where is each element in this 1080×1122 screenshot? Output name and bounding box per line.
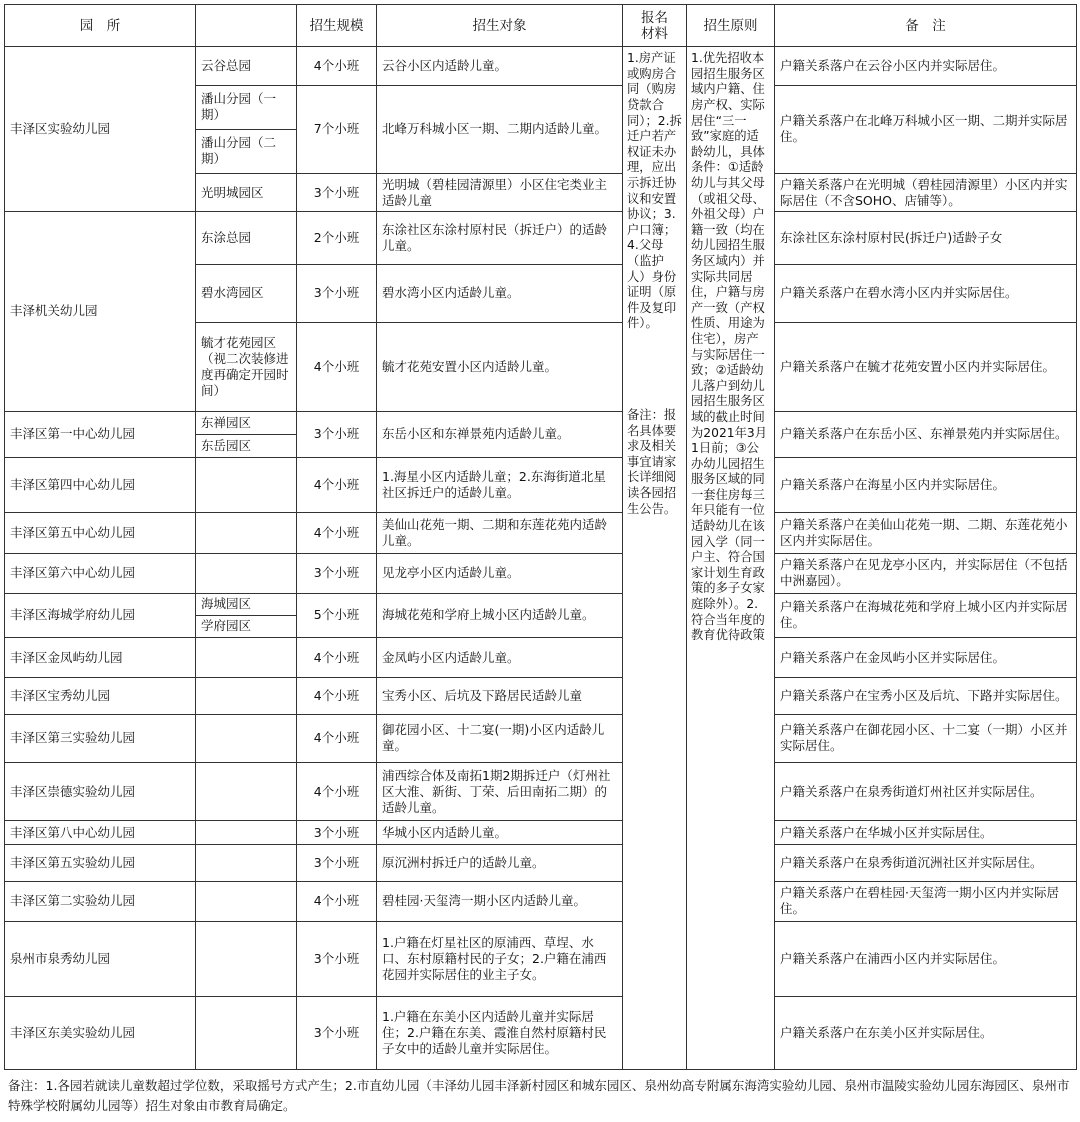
table-row — [5, 47, 1077, 85]
header-remark: 备 注 — [775, 5, 1077, 47]
class-scale: 7个小班 — [297, 85, 377, 174]
table-row — [5, 714, 1077, 762]
remark: 户籍关系落户在泉秀街道沉洲社区并实际居住。 — [775, 845, 1077, 881]
enrollment-target: 东涂社区东涂村原村民（拆迁户）的适龄儿童。 — [377, 212, 623, 264]
school-name: 丰泽区第三实验幼儿园 — [5, 714, 196, 762]
table-row — [5, 513, 1077, 553]
class-scale: 3个小班 — [297, 821, 377, 845]
remark: 户籍关系落户在宝秀小区及后坑、下路并实际居住。 — [775, 678, 1077, 714]
enrollment-target: 金凤屿小区内适龄儿童。 — [377, 638, 623, 678]
header-target: 招生对象 — [377, 5, 623, 47]
school-name: 丰泽区海城学府幼儿园 — [5, 593, 196, 637]
remark: 户籍关系落户在华城小区并实际居住。 — [775, 821, 1077, 845]
school-name: 泉州市泉秀幼儿园 — [5, 921, 196, 996]
branch-name — [196, 997, 297, 1070]
enrollment-target: 海城花苑和学府上城小区内适龄儿童。 — [377, 593, 623, 637]
footnote: 备注：1.各园若就读儿童数超过学位数，采取摇号方式产生；2.市直幼儿园（丰泽幼儿园丰泽新村园区和城东园区、泉州幼高专附属东海湾实验幼儿园、泉州市温陵实验幼儿园东海园区、泉州市特殊学校附属幼儿园等）招生对象由市教育局确定。 — [8, 1078, 1070, 1113]
enrollment-target: 见龙亭小区内适龄儿童。 — [377, 553, 623, 593]
materials-text: 1.房产证或购房合同（购房贷款合同）；2.拆迁户若产权证未办理，应出示拆迁协议和安置协议；3.户口簿；4.父母（监护人）身份证明（原件及复印件）。 — [627, 51, 682, 331]
header-row — [5, 5, 1077, 47]
class-scale: 4个小班 — [297, 638, 377, 678]
branch-name — [196, 638, 297, 678]
table-row — [5, 762, 1077, 820]
remark: 东涂社区东涂村原村民(拆迁户)适龄子女 — [775, 212, 1077, 264]
class-scale: 3个小班 — [297, 264, 377, 322]
remark: 户籍关系落户在东岳小区、东禅景苑内并实际居住。 — [775, 411, 1077, 457]
enrollment-target: 碧水湾小区内适龄儿童。 — [377, 264, 623, 322]
school-name: 丰泽区金凤屿幼儿园 — [5, 638, 196, 678]
school-name: 丰泽区第八中心幼儿园 — [5, 821, 196, 845]
class-scale: 4个小班 — [297, 714, 377, 762]
enrollment-target: 云谷小区内适龄儿童。 — [377, 47, 623, 85]
table-row — [5, 678, 1077, 714]
branch-name — [196, 881, 297, 921]
table-row — [5, 457, 1077, 512]
remark: 户籍关系落户在碧水湾小区内并实际居住。 — [775, 264, 1077, 322]
remark: 户籍关系落户在美仙山花苑一期、二期、东莲花苑小区内并实际居住。 — [775, 513, 1077, 553]
branch-name: 东涂总园 — [196, 212, 297, 264]
branch-name: 东岳园区 — [196, 434, 297, 457]
table-row — [5, 821, 1077, 845]
class-scale: 3个小班 — [297, 174, 377, 212]
school-name: 丰泽区第五中心幼儿园 — [5, 513, 196, 553]
branch-name: 潘山分园（一期） — [196, 85, 297, 129]
class-scale: 4个小班 — [297, 457, 377, 512]
remark: 户籍关系落户在浦西小区内并实际居住。 — [775, 921, 1077, 996]
table-row — [5, 997, 1077, 1070]
class-scale: 3个小班 — [297, 845, 377, 881]
remark: 户籍关系落户在碧桂园·天玺湾一期小区内并实际居住。 — [775, 881, 1077, 921]
branch-name — [196, 553, 297, 593]
class-scale: 4个小班 — [297, 678, 377, 714]
class-scale: 3个小班 — [297, 553, 377, 593]
class-scale: 4个小班 — [297, 762, 377, 820]
table-row — [5, 638, 1077, 678]
branch-name: 东禅园区 — [196, 411, 297, 434]
branch-name — [196, 845, 297, 881]
table-row — [5, 921, 1077, 996]
school-name: 丰泽区东美实验幼儿园 — [5, 997, 196, 1070]
enrollment-target: 1.海星小区内适龄儿童；2.东海街道北星社区拆迁户的适龄儿童。 — [377, 457, 623, 512]
header-principle: 招生原则 — [687, 5, 775, 47]
remark: 户籍关系落户在泉秀街道灯州社区并实际居住。 — [775, 762, 1077, 820]
enrollment-target: 浦西综合体及南拓1期2期拆迁户（灯州社区大淮、新街、丁荣、后田南拓二期）的适龄儿童。 — [377, 762, 623, 820]
school-name: 丰泽区实验幼儿园 — [5, 47, 196, 212]
school-name: 丰泽区第二实验幼儿园 — [5, 881, 196, 921]
table-row — [5, 881, 1077, 921]
enrollment-target: 碧桂园·天玺湾一期小区内适龄儿童。 — [377, 881, 623, 921]
enrollment-target: 原沉洲村拆迁户的适龄儿童。 — [377, 845, 623, 881]
branch-name: 光明城园区 — [196, 174, 297, 212]
school-name: 丰泽区第一中心幼儿园 — [5, 411, 196, 457]
branch-name: 云谷总园 — [196, 47, 297, 85]
remark: 户籍关系落户在御花园小区、十二宴（一期）小区并实际居住。 — [775, 714, 1077, 762]
table-row — [5, 593, 1077, 615]
branch-name: 毓才花苑园区（视二次装修进度再确定开园时间） — [196, 323, 297, 412]
table-row — [5, 411, 1077, 434]
school-name: 丰泽区第五实验幼儿园 — [5, 845, 196, 881]
branch-name — [196, 762, 297, 820]
enrollment-target: 毓才花苑安置小区内适龄儿童。 — [377, 323, 623, 412]
materials-note: 备注：报名具体要求及相关事宜请家长详细阅读各园招生公告。 — [627, 407, 677, 516]
class-scale: 4个小班 — [297, 513, 377, 553]
remark: 户籍关系落户在东美小区并实际居住。 — [775, 997, 1077, 1070]
class-scale: 4个小班 — [297, 47, 377, 85]
materials-cell — [623, 47, 687, 1070]
enrollment-target: 1.户籍在灯星社区的原浦西、草埕、水口、东村原籍村民的子女；2.户籍在浦西花园并实际居住的业主子女。 — [377, 921, 623, 996]
branch-name — [196, 513, 297, 553]
header-scale: 招生规模 — [297, 5, 377, 47]
school-name: 丰泽机关幼儿园 — [5, 212, 196, 411]
class-scale: 4个小班 — [297, 881, 377, 921]
class-scale: 3个小班 — [297, 921, 377, 996]
class-scale: 4个小班 — [297, 323, 377, 412]
branch-name: 海城园区 — [196, 593, 297, 615]
enrollment-target: 北峰万科城小区一期、二期内适龄儿童。 — [377, 85, 623, 174]
enrollment-table-wrapper — [4, 4, 1076, 1070]
table-row — [5, 845, 1077, 881]
branch-name: 潘山分园（二期） — [196, 129, 297, 173]
table-row — [5, 553, 1077, 593]
school-name: 丰泽区第六中心幼儿园 — [5, 553, 196, 593]
class-scale: 3个小班 — [297, 997, 377, 1070]
remark: 户籍关系落户在海城花苑和学府上城小区内并实际居住。 — [775, 593, 1077, 637]
header-school: 园 所 — [5, 5, 196, 47]
principle-text: 1.优先招收本园招生服务区域内户籍、住房产权、实际居住“三一致”家庭的适龄幼儿，具体条件：①适龄幼儿与其父母（或祖父母、外祖父母）户籍一致（均在幼儿园招生服务区域内）并实际共同居住，户籍与房产一致（产权性质、用途为住宅），房产与实际居住一致；②适龄幼儿落户到幼儿园招生服务区域的截止时间为2021年3月1日前；③公办幼儿园招生服务区域的同一套住房每三年只能有一位适龄幼儿在该园入学（同一户主、符合国家计划生育政策的多子女家庭除外）。2.符合当年度的教育优待政策 — [687, 47, 775, 1070]
enrollment-target: 御花园小区、十二宴(一期)小区内适龄儿童。 — [377, 714, 623, 762]
class-scale: 2个小班 — [297, 212, 377, 264]
school-name: 丰泽区崇德实验幼儿园 — [5, 762, 196, 820]
enrollment-target: 美仙山花苑一期、二期和东莲花苑内适龄儿童。 — [377, 513, 623, 553]
remark: 户籍关系落户在金凤屿小区并实际居住。 — [775, 638, 1077, 678]
branch-name: 碧水湾园区 — [196, 264, 297, 322]
enrollment-target: 华城小区内适龄儿童。 — [377, 821, 623, 845]
remark: 户籍关系落户在见龙亭小区内，并实际居住（不包括中洲嘉园）。 — [775, 553, 1077, 593]
remark: 户籍关系落户在光明城（碧桂园清源里）小区内并实际居住（不含SOHO、店铺等）。 — [775, 174, 1077, 212]
enrollment-target: 东岳小区和东禅景苑内适龄儿童。 — [377, 411, 623, 457]
enrollment-target: 1.户籍在东美小区内适龄儿童并实际居住；2.户籍在东美、霞淮自然村原籍村民子女中的适龄儿童并实际居住。 — [377, 997, 623, 1070]
branch-name — [196, 678, 297, 714]
enrollment-target: 宝秀小区、后坑及下路居民适龄儿童 — [377, 678, 623, 714]
class-scale: 5个小班 — [297, 593, 377, 637]
enrollment-table — [4, 4, 1077, 1070]
remark: 户籍关系落户在北峰万科城小区一期、二期并实际居住。 — [775, 85, 1077, 174]
header-branch — [196, 5, 297, 47]
school-name: 丰泽区宝秀幼儿园 — [5, 678, 196, 714]
remark: 户籍关系落户在毓才花苑安置小区内并实际居住。 — [775, 323, 1077, 412]
remark: 户籍关系落户在云谷小区内并实际居住。 — [775, 47, 1077, 85]
branch-name — [196, 921, 297, 996]
branch-name — [196, 457, 297, 512]
header-materials: 报名材料 — [623, 5, 687, 47]
class-scale: 3个小班 — [297, 411, 377, 457]
school-name: 丰泽区第四中心幼儿园 — [5, 457, 196, 512]
enrollment-target: 光明城（碧桂园清源里）小区住宅类业主适龄儿童 — [377, 174, 623, 212]
branch-name: 学府园区 — [196, 615, 297, 637]
branch-name — [196, 714, 297, 762]
remark: 户籍关系落户在海星小区内并实际居住。 — [775, 457, 1077, 512]
branch-name — [196, 821, 297, 845]
table-row — [5, 212, 1077, 264]
